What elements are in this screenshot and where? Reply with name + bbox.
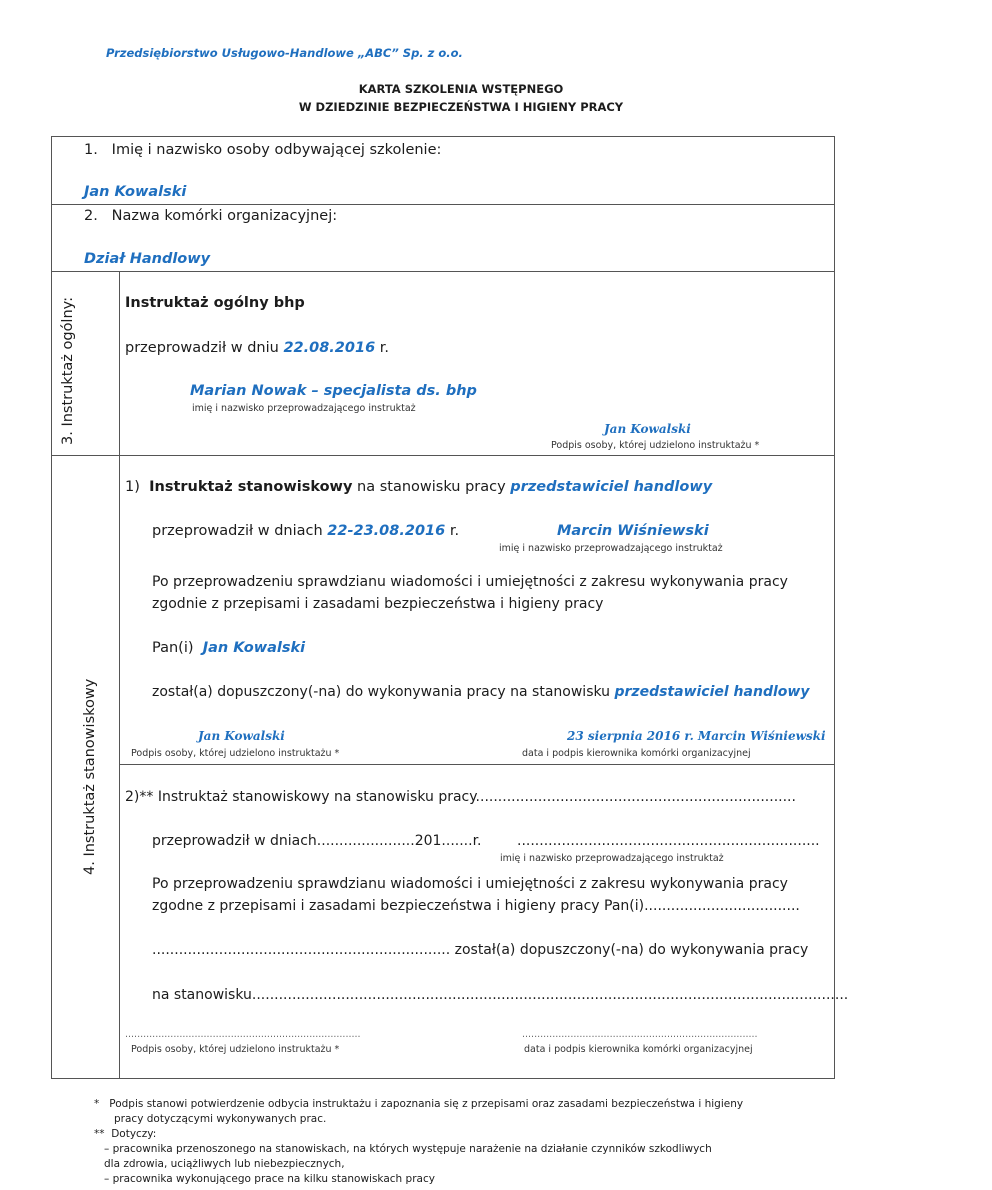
instructor-caption: imię i nazwisko przeprowadzającego instruktaż	[500, 853, 724, 864]
footnote-mark: *	[94, 1098, 100, 1110]
section-1-label	[84, 142, 441, 158]
admitted-line: ................................................................... został(a) dopuszczony(-na) do wykonywania pracy	[152, 942, 809, 958]
footnote-item: – pracownika przenoszonego na stanowiskach, na których występuje narażenie na działanie czynników szkodliwych	[104, 1143, 712, 1155]
trainee-signature-caption: Podpis osoby, której udzielono instruktażu *	[551, 440, 760, 451]
trainee-signature: Jan Kowalski	[198, 729, 285, 743]
conducted-prefix: przeprowadził w dniu	[125, 340, 279, 356]
trainee-signature-dots: ..............................................................................	[125, 1029, 361, 1040]
admitted-line	[152, 684, 809, 700]
footnote-text: Podpis stanowi potwierdzenie odbycia instruktażu i zapoznania się z przepisami oraz zasadami bezpieczeństwa i higieny	[109, 1098, 744, 1110]
side-column-divider	[119, 271, 120, 1078]
trainee-signature-caption: Podpis osoby, której udzielono instruktażu *	[131, 748, 340, 759]
footnote-star-cont: pracy dotyczącymi wykonywanych prac.	[114, 1113, 327, 1125]
title-line-1: KARTA SZKOLENIA WSTĘPNEGO	[358, 82, 564, 96]
instructor-caption: imię i nazwisko przeprowadzającego instruktaż	[499, 543, 723, 554]
conducted-prefix: przeprowadził w dniach	[152, 523, 323, 539]
general-training-date-line	[125, 340, 389, 356]
position-line: na stanowisku......................................................................................................................................	[152, 987, 849, 1003]
footnote-star	[94, 1097, 743, 1112]
training-card-form	[51, 136, 849, 1079]
section-3-side-label: 3. Instruktaż ogólny:	[60, 296, 76, 445]
manager-signature-caption: data i podpis kierownika komórki organizacyjnej	[524, 1044, 753, 1055]
admitted-text: został(a) dopuszczony(-na) do wykonywania pracy na stanowisku	[152, 684, 611, 700]
general-training-heading: Instruktaż ogólny bhp	[125, 295, 305, 311]
year-suffix: r.	[379, 340, 390, 356]
trainee-name: Jan Kowalski	[84, 184, 187, 200]
footnote-mark: **	[94, 1128, 105, 1140]
workplace-training-heading	[125, 479, 712, 495]
admitted-position: przedstawiciel handlowy	[614, 684, 810, 700]
divider	[52, 204, 834, 205]
divider	[119, 764, 834, 765]
part-number: 1)	[125, 479, 140, 495]
test-text-line-2: zgodne z przepisami i zasadami bezpieczeństwa i higieny pracy Pan(i)...................................	[152, 898, 800, 914]
title-line-2: W DZIEDZINIE BEZPIECZEŃSTWA I HIGIENY PRACY	[298, 100, 624, 114]
part-2-instructor-dots: ....................................................................	[517, 833, 820, 849]
workplace-training-dates: 22-23.08.2016	[327, 523, 446, 539]
footnote-double-star	[94, 1127, 743, 1142]
manager-signature-caption: data i podpis kierownika komórki organizacyjnej	[522, 748, 751, 759]
section-2-label	[84, 208, 337, 224]
section-label: Imię i nazwisko osoby odbywającej szkolenie:	[111, 142, 442, 158]
divider	[52, 455, 834, 456]
pan-name: Jan Kowalski	[202, 640, 306, 656]
footnote-text: Dotyczy:	[111, 1128, 157, 1140]
instructor-caption: imię i nazwisko przeprowadzającego instruktaż	[192, 403, 416, 414]
test-text-line-2: zgodnie z przepisami i zasadami bezpieczeństwa i higieny pracy	[152, 596, 604, 612]
test-text-line-1: Po przeprowadzeniu sprawdzianu wiadomości i umiejętności z zakresu wykonywania pracy	[152, 876, 788, 892]
section-number: 2.	[84, 208, 98, 224]
trainee-signature-caption: Podpis osoby, której udzielono instruktażu *	[131, 1044, 340, 1055]
part-heading: Instruktaż stanowiskowy	[149, 479, 353, 495]
part-heading-rest: na stanowisku pracy	[357, 479, 506, 495]
section-4-side-label: 4. Instruktaż stanowiskowy	[82, 678, 98, 875]
footnote-item-cont: dla zdrowia, uciążliwych lub niebezpiecznych,	[104, 1158, 345, 1170]
manager-signature: 23 sierpnia 2016 r. Marcin Wiśniewski	[567, 729, 826, 743]
department-name: Dział Handlowy	[84, 251, 211, 267]
part-2-heading-line: 2)** Instruktaż stanowiskowy na stanowisku pracy........................................................................	[125, 789, 796, 805]
job-position: przedstawiciel handlowy	[510, 479, 713, 495]
footnotes	[94, 1097, 743, 1187]
workplace-training-date-line	[152, 523, 459, 539]
footnote-item: – pracownika wykonującego prace na kilku stanowiskach pracy	[104, 1173, 435, 1185]
workplace-instructor-name: Marcin Wiśniewski	[557, 523, 709, 539]
trainee-signature: Jan Kowalski	[604, 422, 691, 436]
section-label: Nazwa komórki organizacyjnej:	[111, 208, 338, 224]
general-training-date: 22.08.2016	[283, 340, 376, 356]
pan-label: Pan(i)	[152, 640, 194, 656]
manager-signature-dots: ..............................................................................	[522, 1029, 758, 1040]
part-2-date-line: przeprowadził w dniach......................201.......r.	[152, 833, 482, 849]
pan-line	[152, 640, 305, 656]
section-number: 1.	[84, 142, 98, 158]
company-name: Przedsiębiorstwo Usługowo-Handlowe „ABC” Sp. z o.o.	[106, 46, 463, 60]
test-text-line-1: Po przeprowadzeniu sprawdzianu wiadomości i umiejętności z zakresu wykonywania pracy	[152, 574, 788, 590]
general-instructor-name: Marian Nowak – specjalista ds. bhp	[190, 383, 477, 399]
divider	[52, 271, 834, 272]
year-suffix: r.	[449, 523, 460, 539]
document-title	[0, 80, 922, 116]
